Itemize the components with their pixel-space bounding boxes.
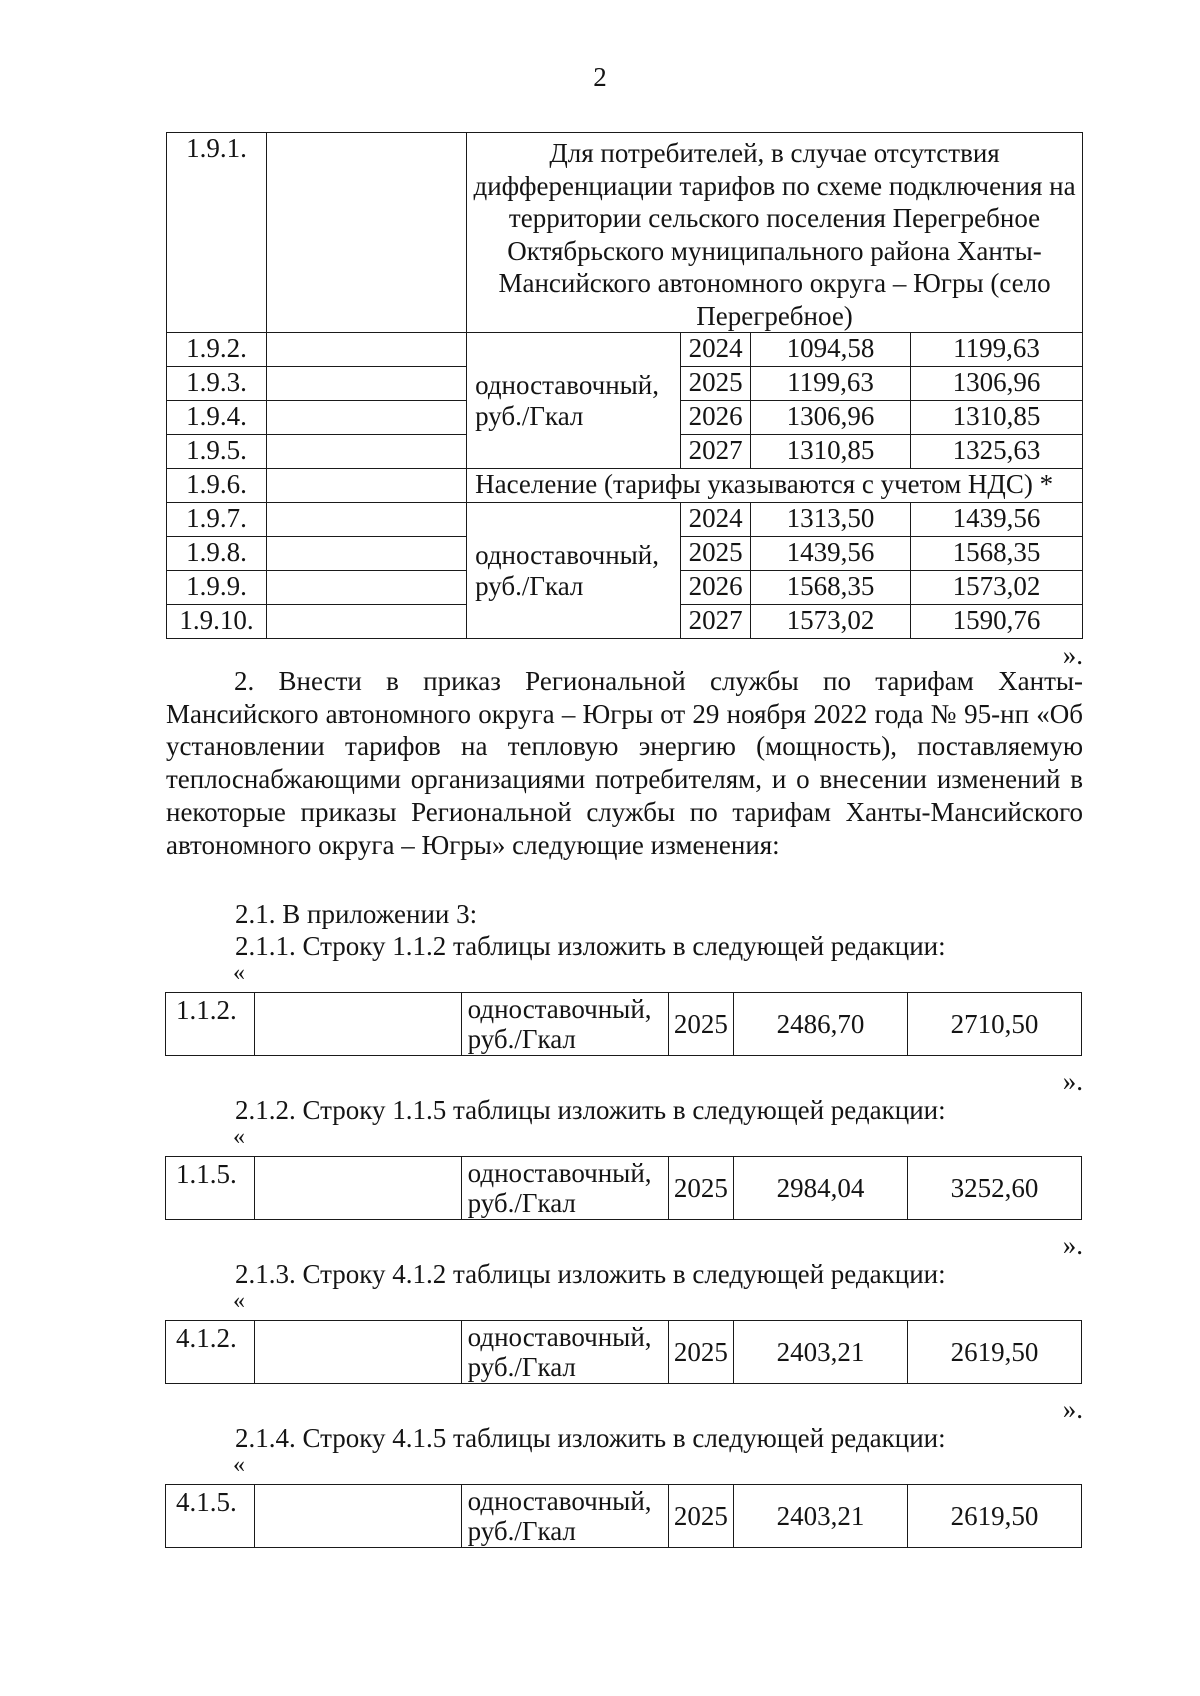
- closing-quote: ».: [1062, 1230, 1083, 1260]
- amendment-heading: 2.1.2. Строку 1.1.5 таблицы изложить в следующей редакции:: [235, 1095, 946, 1125]
- year-cell: 2025: [668, 1485, 733, 1548]
- blank-cell: [266, 503, 466, 537]
- blank-cell: [266, 133, 466, 333]
- year-cell: 2026: [681, 571, 751, 605]
- table-row: [167, 469, 1083, 503]
- tariff-value-h2: 1439,56: [911, 503, 1083, 537]
- tariff-unit: одноставочный, руб./Гкал: [461, 1321, 668, 1384]
- table-row: [167, 333, 1083, 367]
- consumer-category-header: Для потребителей, в случае отсутствия дифференциации тарифов по схеме подключения на территории сельского поселения Перегребное Октябрьского муниципального района Ханты-Мансийского автономного округа – Югры (село Перегребное): [467, 133, 1083, 333]
- amendment-heading: 2.1.1. Строку 1.1.2 таблицы изложить в следующей редакции:: [235, 931, 946, 961]
- blank-cell: [266, 571, 466, 605]
- tariff-value-h1: 1306,96: [751, 401, 911, 435]
- blank-cell: [255, 1321, 461, 1384]
- row-code: 1.9.5.: [167, 435, 267, 469]
- tariff-unit: одноставочный, руб./Гкал: [461, 1157, 668, 1220]
- blank-cell: [255, 1485, 461, 1548]
- row-code: 1.1.5.: [166, 1157, 255, 1220]
- tariff-unit: одноставочный, руб./Гкал: [461, 1485, 668, 1548]
- blank-cell: [266, 401, 466, 435]
- tariff-value-h1: 2984,04: [734, 1157, 908, 1220]
- tariff-value-h1: 2486,70: [734, 993, 908, 1056]
- closing-quote: ».: [1062, 1394, 1083, 1424]
- year-cell: 2025: [681, 367, 751, 401]
- blank-cell: [266, 605, 466, 639]
- tariff-value-h2: 1590,76: [911, 605, 1083, 639]
- row-code: 1.9.10.: [167, 605, 267, 639]
- table-row: [166, 1485, 1082, 1548]
- blank-cell: [266, 435, 466, 469]
- amendment-table: [165, 1156, 1082, 1220]
- tariff-unit: одноставочный, руб./Гкал: [461, 993, 668, 1056]
- amendment-table: [165, 1320, 1082, 1384]
- tariff-value-h2: 1325,63: [911, 435, 1083, 469]
- tariff-value-h1: 1439,56: [751, 537, 911, 571]
- row-code: 1.9.1.: [167, 133, 267, 333]
- tariff-value-h2: 2710,50: [908, 993, 1082, 1056]
- tariff-table: [166, 132, 1083, 639]
- tariff-value-h2: 1573,02: [911, 571, 1083, 605]
- paragraph-2: [166, 665, 1083, 861]
- opening-quote: «: [233, 1124, 245, 1150]
- paragraph-2-text: 2. Внести в приказ Региональной службы по тарифам Ханты-Мансийского автономного округа – Югры от 29 ноября 2022 года № 95-нп «Об установлении тарифов на тепловую энергию (мощность), поставляемую теплоснабжающими организациями потребителям, и о внесении изменений в некоторые приказы Региональной службы по тарифам Ханты-Мансийского автономного округа – Югры» следующие изменения:: [166, 666, 1083, 860]
- blank-cell: [255, 1157, 461, 1220]
- tariff-value-h1: 2403,21: [734, 1485, 908, 1548]
- row-code: 1.9.3.: [167, 367, 267, 401]
- year-cell: 2027: [681, 435, 751, 469]
- page-number: 2: [593, 62, 607, 92]
- year-cell: 2025: [668, 993, 733, 1056]
- population-section-header: Население (тарифы указываются с учетом НДС) *: [467, 469, 1083, 503]
- opening-quote: «: [233, 960, 245, 986]
- row-code: 4.1.2.: [166, 1321, 255, 1384]
- row-code: 1.9.2.: [167, 333, 267, 367]
- year-cell: 2024: [681, 333, 751, 367]
- tariff-value-h1: 1573,02: [751, 605, 911, 639]
- tariff-value-h2: 2619,50: [908, 1321, 1082, 1384]
- table-row: [167, 133, 1083, 333]
- amendment-heading: 2.1.3. Строку 4.1.2 таблицы изложить в следующей редакции:: [235, 1259, 946, 1289]
- row-code: 1.1.2.: [166, 993, 255, 1056]
- tariff-value-h1: 1568,35: [751, 571, 911, 605]
- tariff-value-h1: 1094,58: [751, 333, 911, 367]
- blank-cell: [266, 537, 466, 571]
- year-cell: 2024: [681, 503, 751, 537]
- table-row: [166, 1157, 1082, 1220]
- row-code: 1.9.6.: [167, 469, 267, 503]
- tariff-value-h1: 1310,85: [751, 435, 911, 469]
- table-row: [166, 993, 1082, 1056]
- tariff-value-h2: 2619,50: [908, 1485, 1082, 1548]
- tariff-value-h2: 1568,35: [911, 537, 1083, 571]
- amendment-heading: 2.1.4. Строку 4.1.5 таблицы изложить в следующей редакции:: [235, 1423, 946, 1453]
- year-cell: 2026: [681, 401, 751, 435]
- amendment-table: [165, 992, 1082, 1056]
- year-cell: 2025: [681, 537, 751, 571]
- table-row: [167, 503, 1083, 537]
- opening-quote: «: [233, 1452, 245, 1478]
- row-code: 1.9.9.: [167, 571, 267, 605]
- row-code: 1.9.7.: [167, 503, 267, 537]
- closing-quote: ».: [1062, 1066, 1083, 1096]
- tariff-unit: одноставочный, руб./Гкал: [467, 503, 681, 639]
- year-cell: 2027: [681, 605, 751, 639]
- blank-cell: [266, 469, 466, 503]
- blank-cell: [266, 367, 466, 401]
- year-cell: 2025: [668, 1321, 733, 1384]
- tariff-value-h1: 1313,50: [751, 503, 911, 537]
- tariff-value-h1: 2403,21: [734, 1321, 908, 1384]
- table-row: [166, 1321, 1082, 1384]
- subsection-2-1: 2.1. В приложении 3:: [235, 899, 478, 929]
- tariff-value-h1: 1199,63: [751, 367, 911, 401]
- tariff-unit: одноставочный, руб./Гкал: [467, 333, 681, 469]
- tariff-value-h2: 1306,96: [911, 367, 1083, 401]
- blank-cell: [255, 993, 461, 1056]
- row-code: 1.9.4.: [167, 401, 267, 435]
- tariff-value-h2: 1199,63: [911, 333, 1083, 367]
- amendment-table: [165, 1484, 1082, 1548]
- tariff-value-h2: 1310,85: [911, 401, 1083, 435]
- tariff-value-h2: 3252,60: [908, 1157, 1082, 1220]
- closing-quote: ».: [1062, 640, 1083, 670]
- blank-cell: [266, 333, 466, 367]
- year-cell: 2025: [668, 1157, 733, 1220]
- opening-quote: «: [233, 1288, 245, 1314]
- row-code: 1.9.8.: [167, 537, 267, 571]
- row-code: 4.1.5.: [166, 1485, 255, 1548]
